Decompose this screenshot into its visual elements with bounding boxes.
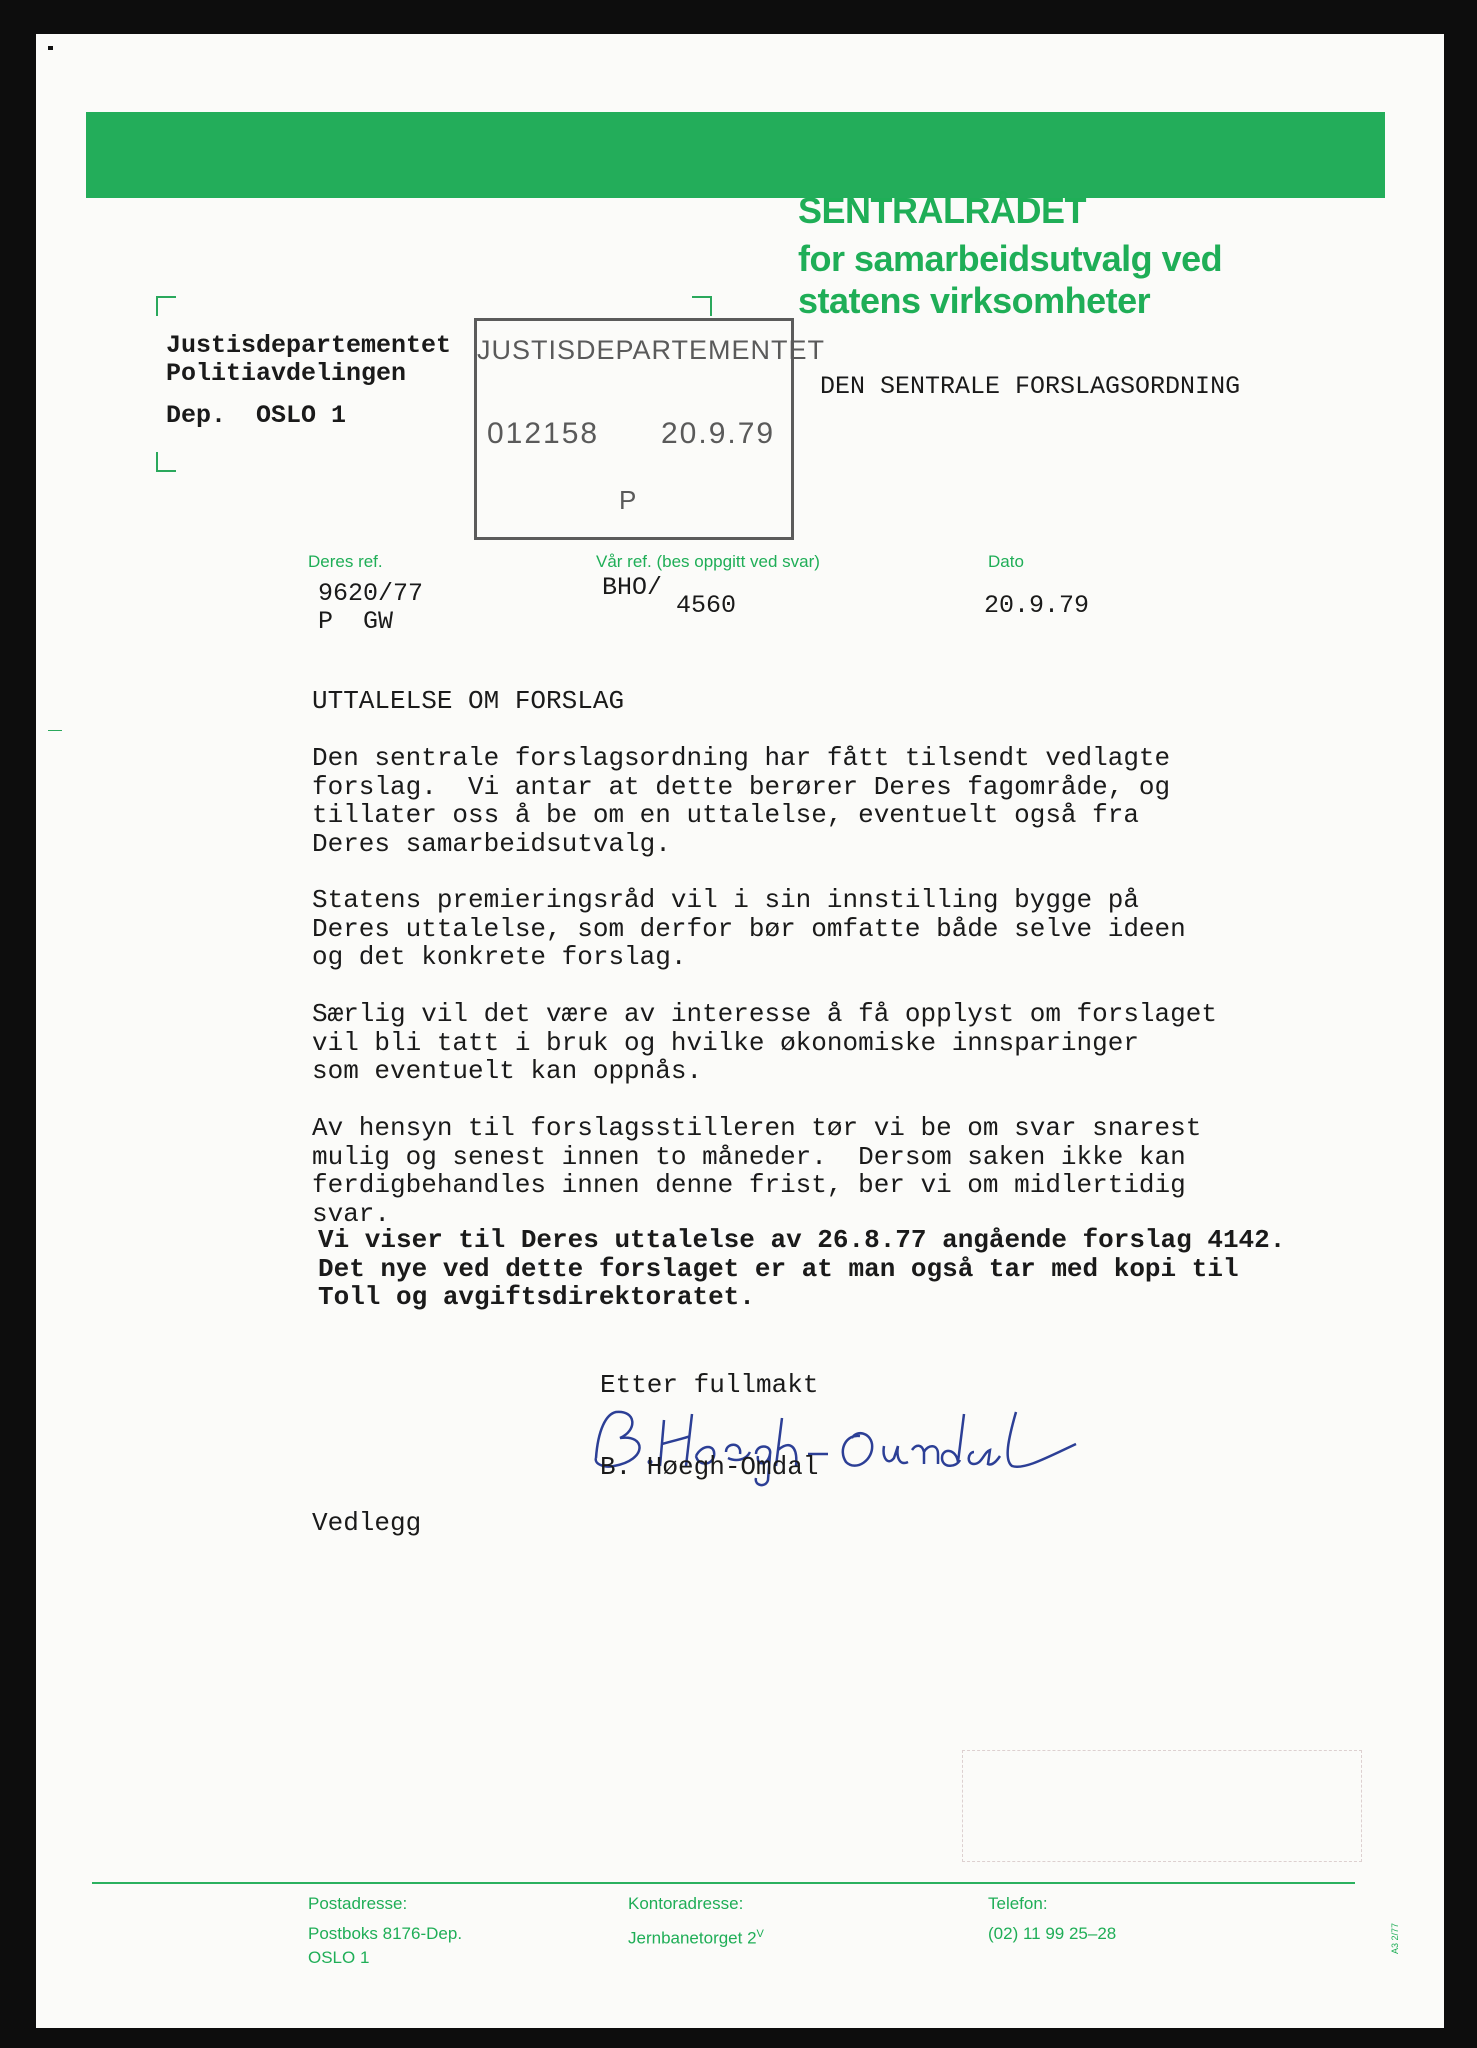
footer-rule bbox=[92, 1882, 1355, 1884]
office-label: Kontoradresse: bbox=[628, 1894, 744, 1913]
our-ref-part-b: 4560 bbox=[676, 591, 737, 620]
address-corner-top-right bbox=[692, 296, 712, 316]
fold-mark bbox=[48, 730, 62, 731]
body-paragraph-5: Vi viser til Deres uttalelse av 26.8.77 angående forslag 4142. Det nye ved dette forslaget er at man også tar med kopi til Toll og avgiftsdirektoratet. bbox=[318, 1225, 1286, 1312]
org-name: SENTRALRÅDET bbox=[798, 190, 1086, 231]
phone-label: Telefon: bbox=[988, 1894, 1048, 1913]
enclosure-line: Vedlegg bbox=[312, 1508, 422, 1538]
stamp-number: 012158 bbox=[487, 417, 600, 450]
our-ref-part-a: BHO/ bbox=[602, 573, 663, 602]
org-subtitle-line1: for samarbeidsutvalg ved bbox=[798, 238, 1223, 279]
phone-number: (02) 11 99 25–28 bbox=[988, 1924, 1117, 1943]
form-code: A3 2/77 bbox=[1390, 1922, 1400, 1954]
address-corner-bottom-left bbox=[156, 452, 176, 472]
postal-label: Postadresse: bbox=[308, 1894, 408, 1913]
stamp-date: 20.9.79 bbox=[661, 417, 776, 450]
date-label: Dato bbox=[988, 552, 1024, 571]
body-paragraph-1: Den sentrale forslagsordning har fått tilsendt vedlagte forslag. Vi antar at dette berører Deres fagområde, og tillater oss å be om en uttalelse, eventuelt også fra Deres samarbeidsutvalg. bbox=[312, 743, 1171, 859]
recipient-line3: Dep. OSLO 1 bbox=[166, 401, 347, 430]
signatory-name: B. Høegh-Omdal bbox=[600, 1452, 819, 1482]
scheme-name: DEN SENTRALE FORSLAGSORDNING bbox=[820, 372, 1241, 401]
letterhead-bar bbox=[86, 112, 1385, 198]
subject-line: UTTALELSE OM FORSLAG bbox=[312, 686, 625, 716]
letter-page bbox=[36, 34, 1444, 2028]
stamp-mark: P bbox=[619, 485, 637, 515]
recipient-line1: Justisdepartementet bbox=[166, 331, 452, 360]
postal-line1: Postboks 8176-Dep. bbox=[308, 1924, 463, 1943]
body-paragraph-4: Av hensyn til forslagsstilleren tør vi be om svar snarest mulig og senest innen to måneder. Dersom saken ikke kan ferdigbehandles innen denne frist, ber vi om midlertidig svar. bbox=[312, 1113, 1202, 1229]
our-ref-label: Vår ref. (bes oppgitt ved svar) bbox=[596, 552, 820, 571]
date-value: 20.9.79 bbox=[984, 591, 1090, 620]
body-paragraph-3: Særlig vil det være av interesse å få opplyst om forslaget vil bli tatt i bruk og hvilke økonomiske innsparinger som eventuelt kan oppnås. bbox=[312, 999, 1217, 1086]
your-ref-line1: 9620/77 bbox=[318, 579, 424, 608]
postal-line2: OSLO 1 bbox=[308, 1948, 370, 1967]
body-paragraph-2: Statens premieringsråd vil i sin innstilling bygge på Deres uttalelse, som derfor bør omfatte både selve ideen og det konkrete forslag. bbox=[312, 885, 1186, 972]
office-address-text: Jernbanetorget 2 bbox=[628, 1928, 757, 1948]
bleed-through-stamp bbox=[962, 1750, 1362, 1862]
authority-line: Etter fullmakt bbox=[600, 1370, 819, 1400]
recipient-line2: Politiavdelingen bbox=[166, 359, 407, 388]
office-address bbox=[628, 1922, 764, 1951]
org-subtitle-line2: statens virksomheter bbox=[798, 280, 1151, 321]
stamp-department: JUSTISDEPARTEMENTET bbox=[477, 335, 826, 365]
received-stamp bbox=[474, 318, 826, 540]
office-address-sup: V bbox=[756, 1928, 764, 1940]
your-ref-line2: P GW bbox=[318, 607, 394, 636]
address-corner-top-left bbox=[156, 296, 176, 316]
your-ref-label: Deres ref. bbox=[308, 552, 383, 571]
edge-mark bbox=[48, 46, 53, 50]
